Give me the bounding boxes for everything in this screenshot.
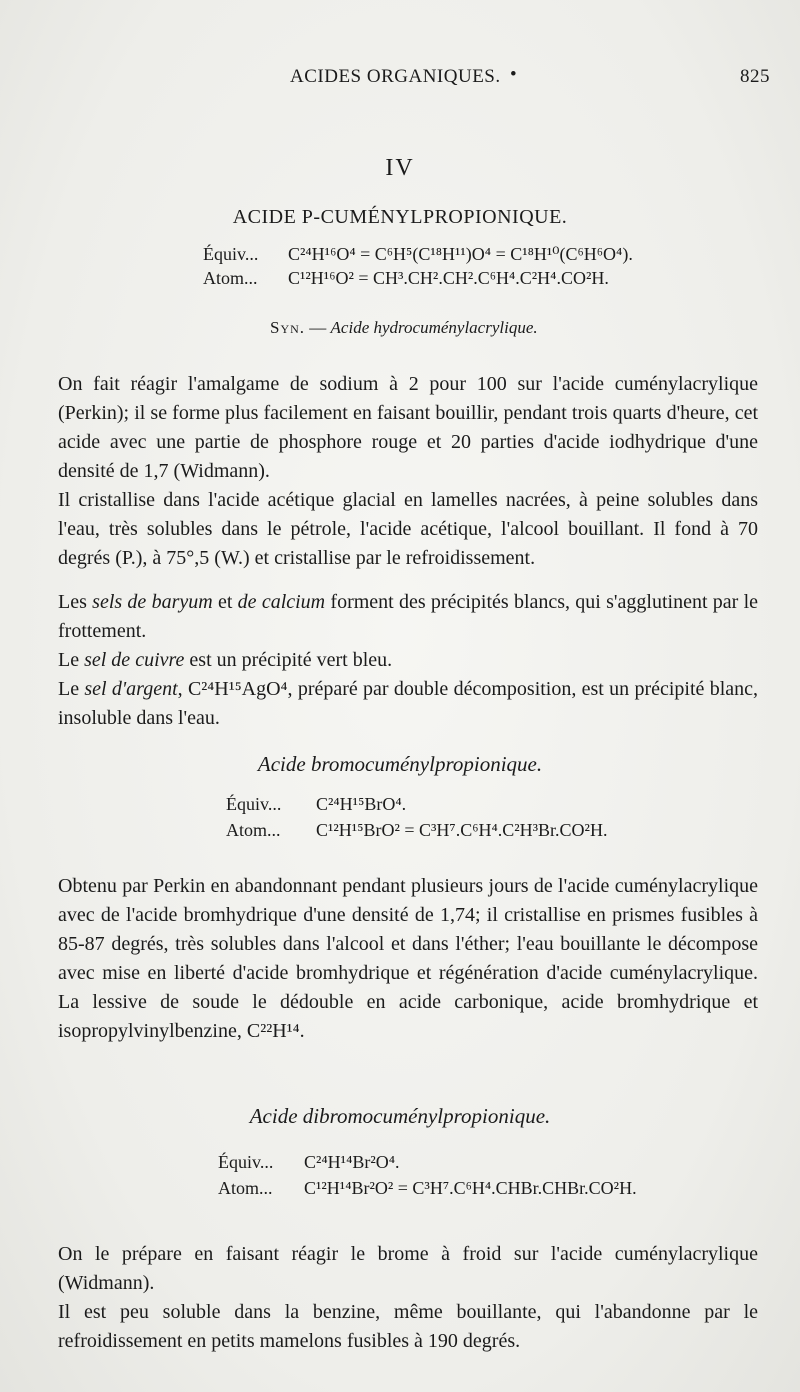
equiv-formula: C²⁴H¹⁴Br²O⁴. <box>304 1152 400 1172</box>
italic-term: de calcium <box>237 591 326 613</box>
text-run: Le <box>58 678 85 700</box>
atom-formula: C¹²H¹⁵BrO² = C³H⁷.C⁶H⁴.C²H³Br.CO²H. <box>316 820 608 840</box>
paragraph-text: On le prépare en faisant réagir le brome à froid sur l'acide cuménylacrylique (Widmann). <box>58 1243 758 1294</box>
subheading-bromo: Acide bromocuménylpropionique. <box>257 752 543 776</box>
text-run: est un précipité vert bleu. <box>184 649 393 671</box>
text-run: , C²⁴H¹⁵AgO⁴, préparé par double décomposition, est un précipité blanc, insoluble dans l'eau. <box>58 678 759 729</box>
equiv-label: Équiv... <box>226 794 282 814</box>
atom-formula: C¹²H¹⁶O² = CH³.CH².CH².C⁶H⁴.C²H⁴.CO²H. <box>288 268 609 288</box>
text-run: forment des précipités blancs, qui s'agglutinent par le frottement. <box>58 591 759 642</box>
italic-term: sel de cuivre <box>84 649 185 671</box>
italic-term: sels de baryum <box>92 591 213 613</box>
equiv-formula: C²⁴H¹⁵BrO⁴. <box>316 794 407 814</box>
paragraph-copper <box>58 646 758 675</box>
page-number: 825 <box>740 66 770 87</box>
paragraph-silver <box>58 675 758 733</box>
paragraph-text: Obtenu par Perkin en abandonnant pendant plusieurs jours de l'acide cuménylacrylique avec de l'acide bromhydrique d'une densité de 1,74; il cristallise en prismes fusibles à 85-87 degrés, très solubles dans l'alcool et dans l'éther; l'eau bouillante le décompose avec mise en liberté d'acide bromhydrique et régénération d'acide cuménylacrylique. La lessive de soude le dédouble en acide carbonique, acide bromhydrique et isopropylvinylbenzine, C²²H¹⁴. <box>58 875 758 1042</box>
header-mark: • <box>510 64 518 85</box>
paragraph-dibromo-properties <box>58 1298 758 1356</box>
atom-formula: C¹²H¹⁴Br²O² = C³H⁷.C⁶H⁴.CHBr.CHBr.CO²H. <box>304 1178 637 1198</box>
paragraph-text <box>58 675 758 733</box>
italic-term: sel d'argent <box>84 678 178 700</box>
text-run: Le <box>58 649 85 671</box>
atom-label: Atom... <box>203 268 258 288</box>
paragraph-text: On fait réagir l'amalgame de sodium à 2 pour 100 sur l'acide cuménylacrylique (Perkin); il se forme plus facilement en faisant bouillir, pendant trois quarts d'heure, cet acide avec une partie de phosphore rouge et 20 parties d'acide iodhydrique d'une densité de 1,7 (Widmann). <box>58 373 758 482</box>
paragraph-text: Il est peu soluble dans la benzine, même bouillante, qui l'abandonne par le refroidissement en petits mamelons fusibles à 190 degrés. <box>58 1301 758 1352</box>
equiv-formula: C²⁴H¹⁶O⁴ = C⁶H⁵(C¹⁸H¹¹)O⁴ = C¹⁸H¹⁰(C⁶H⁶O⁴). <box>288 244 633 264</box>
synonym-text: Acide hydrocuménylacrylique. <box>330 318 538 337</box>
synonym-label: Syn. <box>270 318 306 337</box>
synonym-dash: — <box>305 318 331 337</box>
paragraph-text <box>58 588 758 646</box>
running-title: ACIDES ORGANIQUES. <box>290 66 501 87</box>
paragraph-bromo <box>58 872 758 1046</box>
subheading-dibromo: Acide dibromocuménylpropionique. <box>249 1104 551 1128</box>
paragraph-dibromo-preparation <box>58 1240 758 1298</box>
paragraph-properties <box>58 486 758 573</box>
section-heading: ACIDE P-CUMÉNYLPROPIONIQUE. <box>232 206 568 228</box>
equiv-label: Équiv... <box>218 1152 274 1172</box>
text-run: et <box>212 591 238 613</box>
section-number: IV <box>385 155 415 181</box>
paragraph-text <box>58 646 758 675</box>
equiv-label: Équiv... <box>203 244 259 264</box>
text-run: Les <box>58 591 93 613</box>
atom-label: Atom... <box>226 820 281 840</box>
paragraph-preparation <box>58 370 758 486</box>
paragraph-salts <box>58 588 758 646</box>
running-header <box>0 66 800 90</box>
synonym-line <box>270 318 538 338</box>
paragraph-text: Il cristallise dans l'acide acétique glacial en lamelles nacrées, à peine solubles dans l'eau, très solubles dans le pétrole, l'acide acétique, l'alcool bouillant. Il fond à 70 degrés (P.), à 75°,5 (W.) et cristallise par le refroidissement. <box>58 489 758 569</box>
atom-label: Atom... <box>218 1178 273 1198</box>
